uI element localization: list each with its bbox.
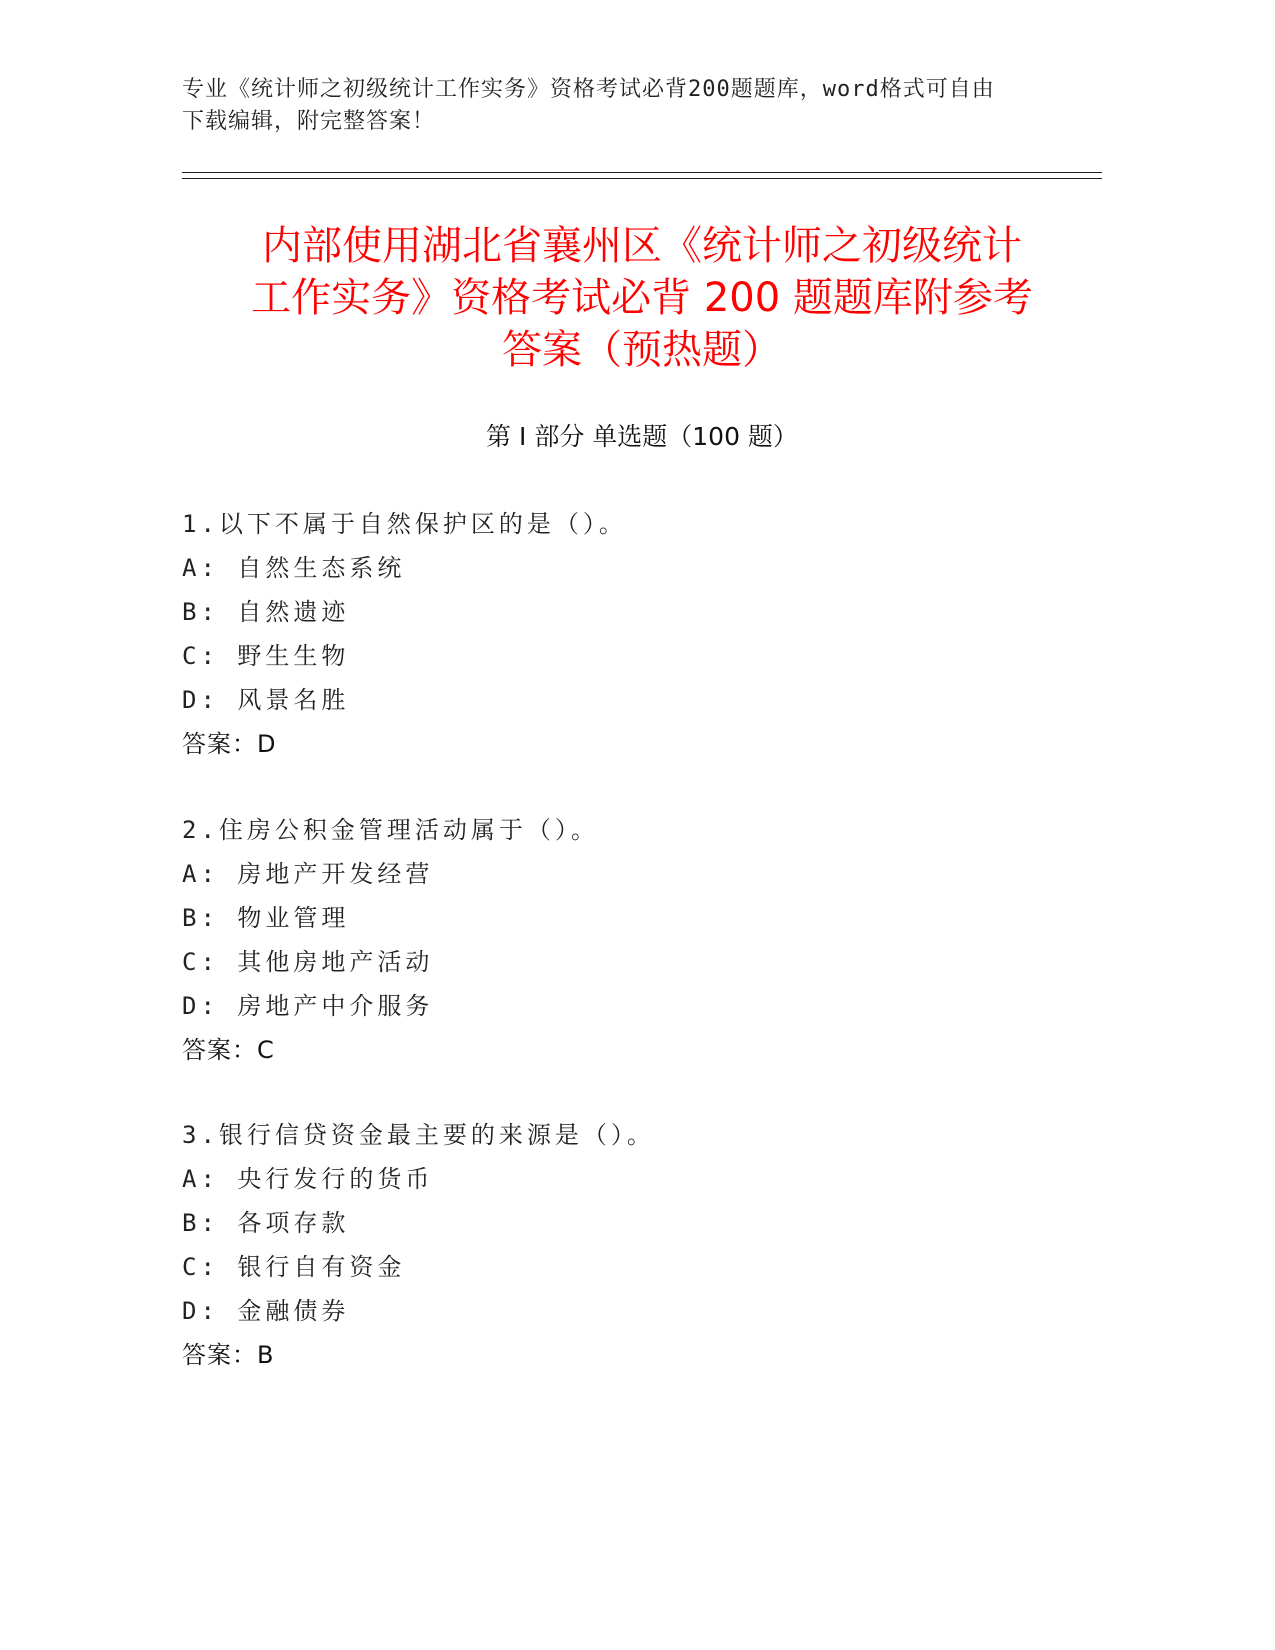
- header-divider-bottom: [182, 178, 1102, 179]
- document-title-line-2: 工作实务》资格考试必背 200 题题库附参考: [251, 275, 1033, 321]
- header-note-line-1: 专业《统计师之初级统计工作实务》资格考试必背200题题库，word格式可自由: [182, 77, 995, 102]
- option-c: C: 其他房地产活动: [182, 948, 434, 976]
- document-title-line-1: 内部使用湖北省襄州区《统计师之初级统计: [262, 223, 1022, 269]
- option-b: B: 物业管理: [182, 904, 350, 932]
- option-a: A: 央行发行的货币: [182, 1165, 434, 1193]
- option-d: D: 房地产中介服务: [182, 992, 434, 1020]
- answer-line: 答案：C: [182, 1036, 275, 1064]
- header-note: [182, 74, 1062, 138]
- header-note-line-2: 下载编辑，附完整答案！: [182, 109, 436, 134]
- answer-line: 答案：B: [182, 1341, 275, 1369]
- option-c: C: 银行自有资金: [182, 1253, 406, 1281]
- option-a: A: 房地产开发经营: [182, 860, 434, 888]
- header-divider-top: [182, 172, 1102, 173]
- question-block: [182, 1113, 1082, 1377]
- question-stem: 1.以下不属于自然保护区的是（）。: [182, 510, 627, 538]
- option-a: A: 自然生态系统: [182, 554, 406, 582]
- question-block: [182, 808, 1082, 1072]
- option-d: D: 金融债券: [182, 1297, 350, 1325]
- document-title-line-3: 答案（预热题）: [502, 327, 782, 373]
- option-b: B: 各项存款: [182, 1209, 350, 1237]
- question-stem: 2.住房公积金管理活动属于（）。: [182, 816, 599, 844]
- option-b: B: 自然遗迹: [182, 598, 350, 626]
- question-stem: 3.银行信贷资金最主要的来源是（）。: [182, 1121, 655, 1149]
- option-d: D: 风景名胜: [182, 686, 350, 714]
- option-c: C: 野生生物: [182, 642, 350, 670]
- section-heading: 第 I 部分 单选题（100 题）: [486, 422, 798, 451]
- document-title: [182, 220, 1102, 376]
- answer-line: 答案：D: [182, 730, 277, 758]
- question-block: [182, 502, 1082, 766]
